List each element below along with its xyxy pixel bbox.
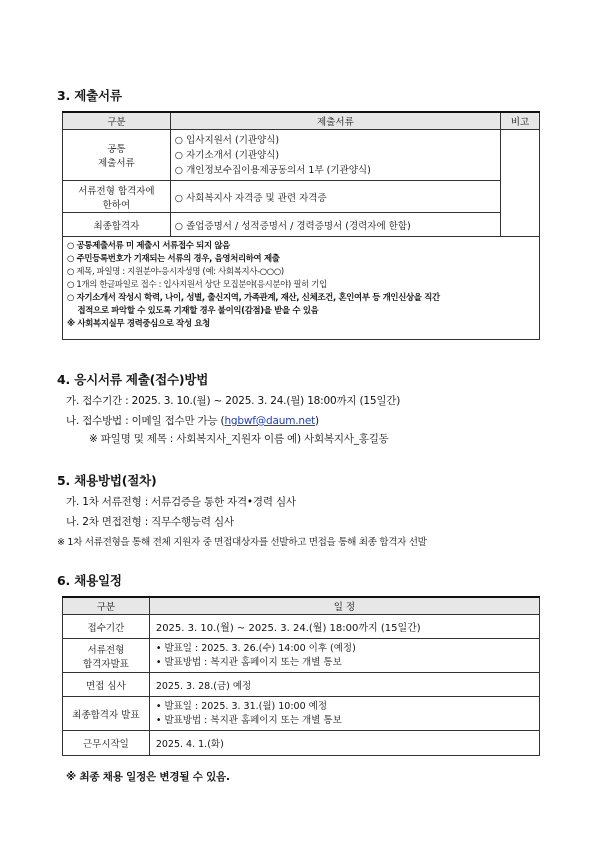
email-link[interactable]: hgbwf@daum.net [224,415,315,427]
note-item: ○ 제목, 파일명 : 지원분야-응시자성명 (예: 사회복지사-○○○) [67,266,284,276]
row-label: 최종합격자 발표 [72,709,140,721]
stage2-line: 나. 2차 면접전형 : 직무수행능력 심사 [66,516,234,528]
remarks-cell [501,130,540,237]
note-item: ○ 1개의 한글파일로 접수 : 입사지원서 상단 모집분야(응시분야) 필히 기입 [67,279,327,289]
method-suffix: ) [315,415,319,427]
row-label: 공통 [107,144,126,155]
note-item: ○ 공통제출서류 미 제출시 서류접수 되지 않음 [67,240,230,250]
schedule-item: 2025. 3. 10.(월) ~ 2025. 3. 24.(월) 18:00까지 (15일간) [155,623,421,634]
filename-note: ※ 파일명 및 제목 : 사회복지사_지원자 이름 예) 사회복지사_홍길동 [89,433,389,445]
table-row [63,130,540,181]
header-schedule: 일 정 [149,597,539,615]
row-label: 최종합격자 [93,220,140,232]
header-documents: 제출서류 [170,112,500,130]
document-item: ○ 사회복지사 자격증 및 관련 자격증 [174,192,327,204]
header-remarks: 비고 [501,112,540,130]
document-item: ○ 졸업증명서 / 성적증명서 / 경력증명서 (경력자에 한함) [174,220,411,232]
note-item: 접적으로 파악할 수 있도록 기재할 경우 불이익(감점)을 받을 수 있음 [67,305,319,315]
table-row [63,615,540,639]
section-5-title: 5. 채용방법(절차) [57,473,157,488]
documents-table [62,111,540,237]
note-item: ※ 사회복지실무 경력중심으로 작성 요청 [67,318,210,328]
note-item: ○ 자기소개서 작성시 학력, 나이, 성별, 출신지역, 가족관계, 재산, 신체조건, 혼인여부 등 개인신상을 직간 [67,292,440,302]
schedule-item: • 발표방법 : 복지관 홈페이지 또는 개별 통보 [155,714,342,726]
table-row [63,181,540,213]
stage1-line: 가. 1차 서류전형 : 서류검증을 통한 자격•경력 심사 [66,496,296,508]
submission-notes [62,236,540,340]
section-3-title: 3. 제출서류 [57,88,122,103]
schedule-item: • 발표방법 : 복지관 홈페이지 또는 개별 통보 [155,656,342,668]
period-line: 가. 접수기간 : 2025. 3. 10.(월) ~ 2025. 3. 24.(월) 18:00까지 (15일간) [66,395,401,407]
row-label: 면접 심사 [86,680,126,692]
schedule-note: ※ 최종 채용 일정은 변경될 수 있음. [66,771,230,783]
table-row [63,697,540,731]
schedule-item: • 발표일 : 2025. 3. 26.(수) 14:00 이후 (예정) [155,642,356,654]
selection-note: ※ 1차 서류전형을 통해 전체 지원자 중 면접대상자를 선발하고 면접을 통해 최종 합격자 선발 [57,537,427,548]
document-item: ○ 입사지원서 (기관양식) [174,134,280,146]
table-row [63,213,540,237]
schedule-item: 2025. 4. 1.(화) [155,739,224,750]
schedule-table [62,596,540,756]
header-category: 구분 [63,597,150,615]
table-row [63,639,540,673]
schedule-item: 2025. 3. 28.(금) 예정 [155,680,252,692]
row-label: 근무시작일 [82,739,129,750]
method-line [66,413,319,428]
document-item: ○ 개인정보수집이용제공동의서 1부 (기관양식) [174,164,371,176]
row-label: 한하여 [102,199,131,211]
row-label: 서류전형 합격자에 [78,185,155,197]
row-label: 서류전형 [87,644,125,656]
note-item: ○ 주민등록번호가 기재되는 서류의 경우, 음영처리하여 제출 [67,253,280,263]
table-row [63,731,540,756]
row-label: 접수기간 [87,622,125,634]
section-4-title: 4. 응시서류 제출(접수)방법 [57,372,209,387]
row-label: 제출서류 [98,158,135,169]
method-text: 나. 접수방법 : 이메일 접수만 가능 ( [66,415,225,427]
row-label: 합격자발표 [82,658,129,670]
table-row [63,673,540,697]
schedule-item: • 발표일 : 2025. 3. 31.(월) 10:00 예정 [155,700,327,712]
document-item: ○ 자기소개서 (기관양식) [174,149,280,161]
section-6-title: 6. 채용일정 [57,573,122,588]
header-category: 구분 [63,112,171,130]
